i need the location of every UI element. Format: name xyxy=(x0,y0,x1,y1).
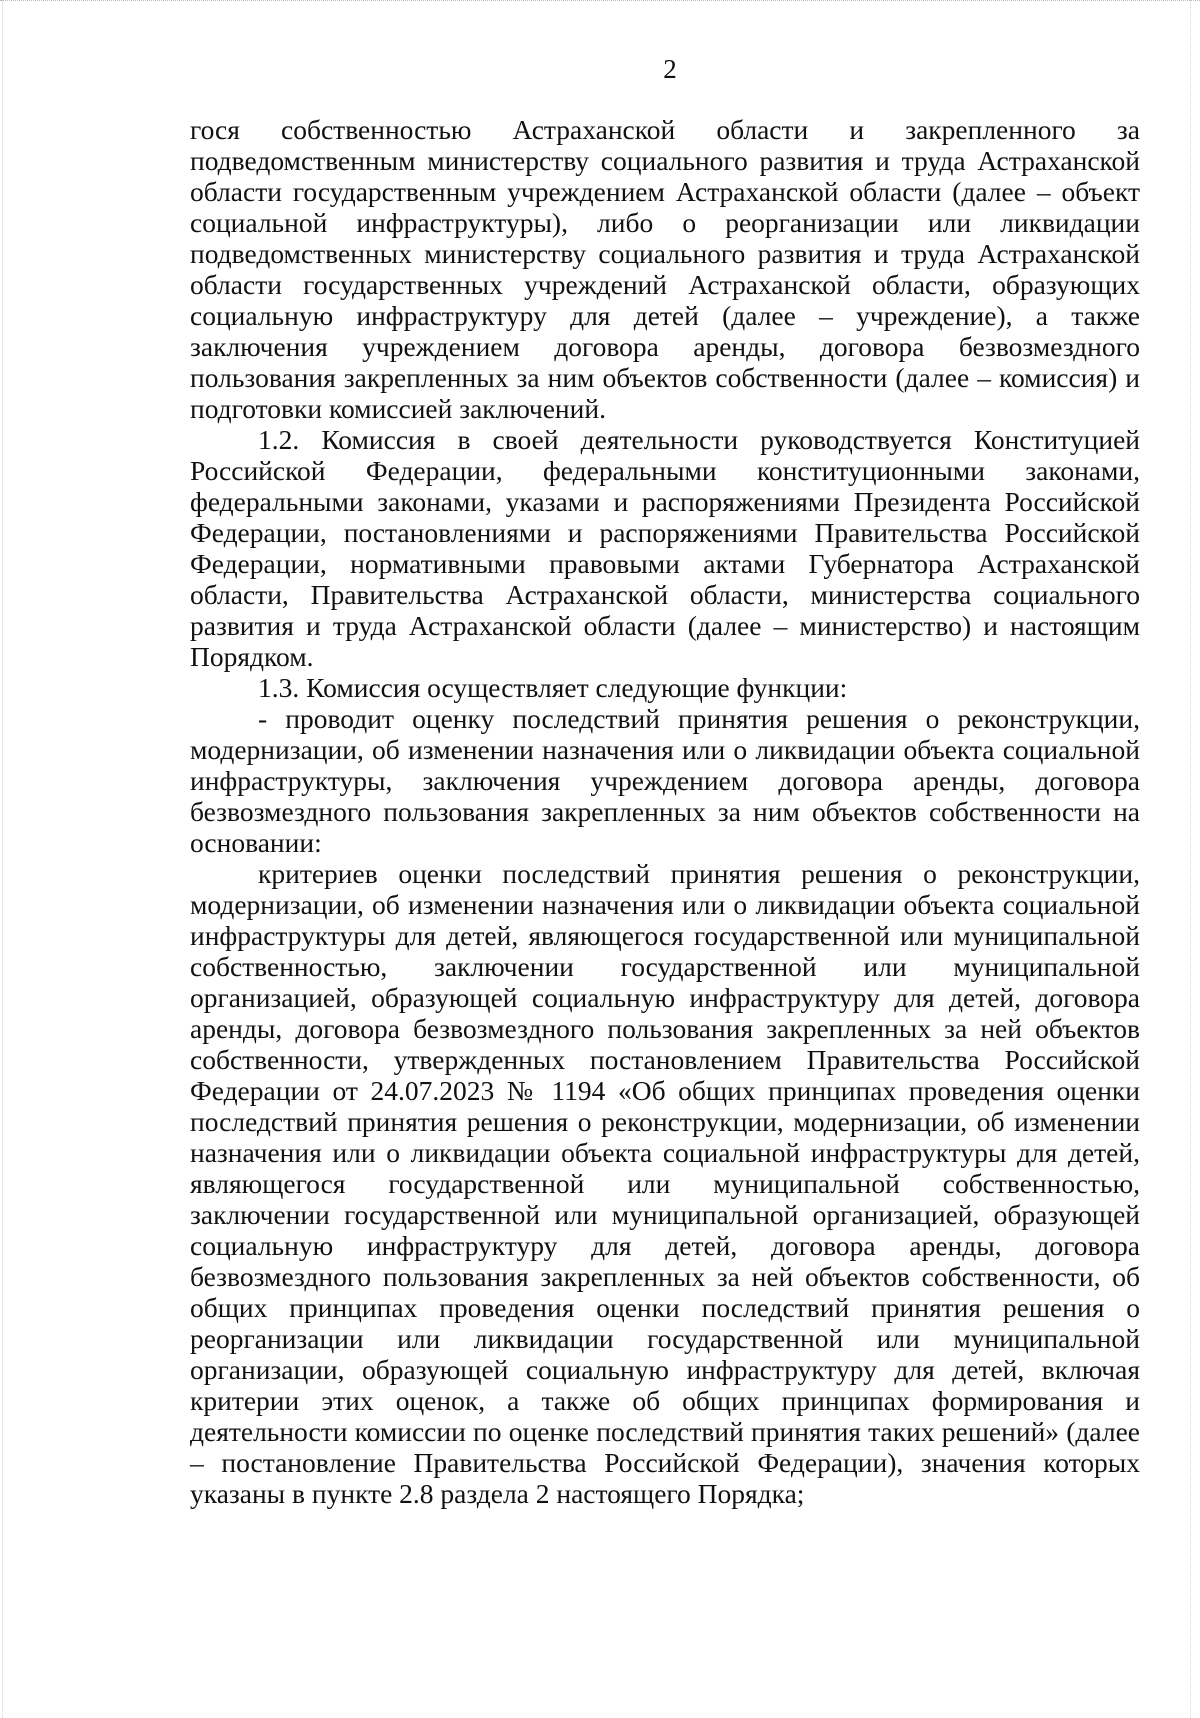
page-number: 2 xyxy=(663,54,677,84)
scan-edge-left xyxy=(2,0,4,1718)
paragraph-function-item: - проводит оценку последствий принятия решения о реконструкции, модернизации, об изменении назначения или о ликвидации объекта социальной инфраструктуры, заключения учреждением договора аренды, договора безвозмездного пользования закрепленных за ним объектов собственности на основании: xyxy=(190,703,1140,858)
paragraph-continuation: гося собственностью Астраханской области и закрепленного за подведомственным министерству социального развития и труда Астраханской области государственным учреждением Астраханской области (далее – объект социальной инфраструктуры), либо о реорганизации или ликвидации подведомственных министерству социального развития и труда Астраханской области государственных учреждений Астраханской области, образующих социальную инфраструктуру для детей (далее – учреждение), а также заключения учреждением договора аренды, договора безвозмездного пользования закрепленных за ним объектов собственности (далее – комиссия) и подготовки комиссией заключений. xyxy=(190,114,1140,424)
scan-edge-top xyxy=(0,0,1200,7)
scan-edge-right xyxy=(1190,0,1192,1718)
paragraph-1-2: 1.2. Комиссия в своей деятельности руководствуется Конституцией Российской Федерации, федеральными конституционными законами, федеральными законами, указами и распоряжениями Президента Российской Федерации, постановлениями и распоряжениями Правительства Российской Федерации, нормативными правовыми актами Губернатора Астраханской области, Правительства Астраханской области, министерства социального развития и труда Астраханской области (далее – министерство) и настоящим Порядком. xyxy=(190,424,1140,672)
paragraph-criteria: критериев оценки последствий принятия решения о реконструкции, модернизации, об изменении назначения или о ликвидации объекта социальной инфраструктуры для детей, являющегося государственной или муниципальной собственностью, заключении государственной или муниципальной организацией, образующей социальную инфраструктуру для детей, договора аренды, договора безвозмездного пользования закрепленных за ней объектов собственности, утвержденных постановлением Правительства Российской Федерации от 24.07.2023 № 1194 «Об общих принципах проведения оценки последствий принятия решения о реконструкции, модернизации, об изменении назначения или о ликвидации объекта социальной инфраструктуры для детей, являющегося государственной или муниципальной собственностью, заключении государственной или муниципальной организацией, образующей социальную инфраструктуру для детей, договора аренды, договора безвозмездного пользования закрепленных за ней объектов собственности, об общих принципах проведения оценки последствий принятия решения о реорганизации или ликвидации государственной или муниципальной организации, образующей социальную инфраструктуру для детей, включая критерии этих оценок, а также об общих принципах формирования и деятельности комиссии по оценке последствий принятия таких решений» (далее – постановление Правительства Российской Федерации), значения которых указаны в пункте 2.8 раздела 2 настоящего Порядка; xyxy=(190,858,1140,1509)
paragraph-1-3: 1.3. Комиссия осуществляет следующие функции: xyxy=(258,672,848,703)
document-body xyxy=(190,114,1140,1509)
